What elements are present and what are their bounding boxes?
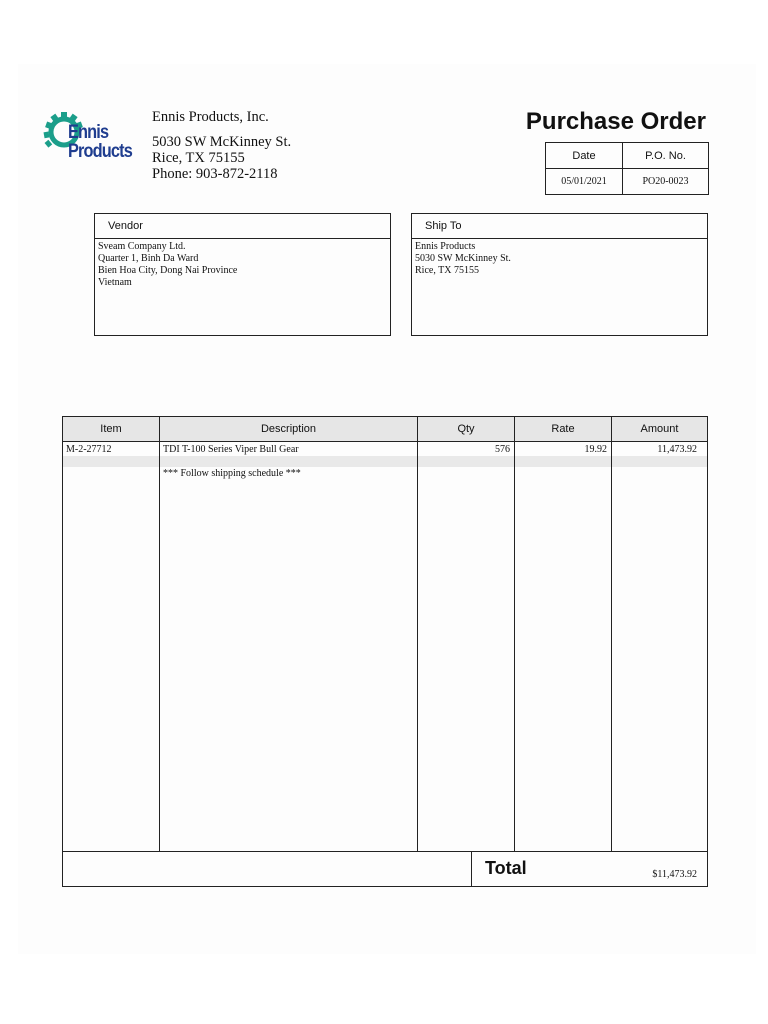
ship-to-line: Ennis Products [415,241,476,252]
date-value: 05/01/2021 [561,176,607,187]
total-label: Total [485,858,527,878]
column-divider [514,417,515,851]
ship-to-address [415,241,511,277]
column-divider [417,417,418,851]
vendor-address [98,241,237,289]
company-city: Rice, TX 75155 [152,150,245,166]
header-qty: Qty [457,423,475,435]
po-number: PO20-0023 [642,176,689,187]
company-street: 5030 SW McKinney St. [152,134,292,150]
items-table [62,416,708,887]
logo-word-1: Ennis [68,122,109,143]
logo-word-2: Products [68,141,132,162]
order-meta-box [545,142,709,195]
total-separator [471,851,472,886]
cell-amount: 11,473.92 [657,444,697,455]
vendor-line: Bien Hoa City, Dong Nai Province [98,265,238,276]
ship-to-box [411,213,708,336]
total-divider [63,851,707,852]
cell-description: TDI T-100 Series Viper Bull Gear [163,444,299,455]
vendor-label: Vendor [95,214,390,239]
column-divider [159,417,160,851]
po-label: P.O. No. [645,150,686,162]
header-item: Item [100,423,122,435]
header-rate: Rate [551,423,575,435]
vendor-box [94,213,391,336]
cell-item: M-2-27712 [66,444,112,455]
vendor-line: Vietnam [98,277,132,288]
company-logo [42,108,148,166]
total-value: $11,473.92 [652,869,697,880]
company-name: Ennis Products, Inc. [152,109,269,125]
ship-to-label: Ship To [412,214,707,239]
column-divider [611,417,612,851]
vendor-line: Quarter 1, Binh Da Ward [98,253,199,264]
document-title: Purchase Order [525,108,706,135]
cell-qty: 576 [495,444,510,455]
header-description: Description [260,423,317,435]
shipping-note: *** Follow shipping schedule *** [163,468,301,479]
ship-to-line: Rice, TX 75155 [415,265,479,276]
vendor-line: Sveam Company Ltd. [98,241,186,252]
date-label: Date [572,150,596,162]
header-amount: Amount [640,423,679,435]
ship-to-line: 5030 SW McKinney St. [415,253,511,264]
meta-divider-h [546,168,708,169]
cell-rate: 19.92 [584,444,607,455]
company-phone: Phone: 903-872-2118 [152,166,278,182]
